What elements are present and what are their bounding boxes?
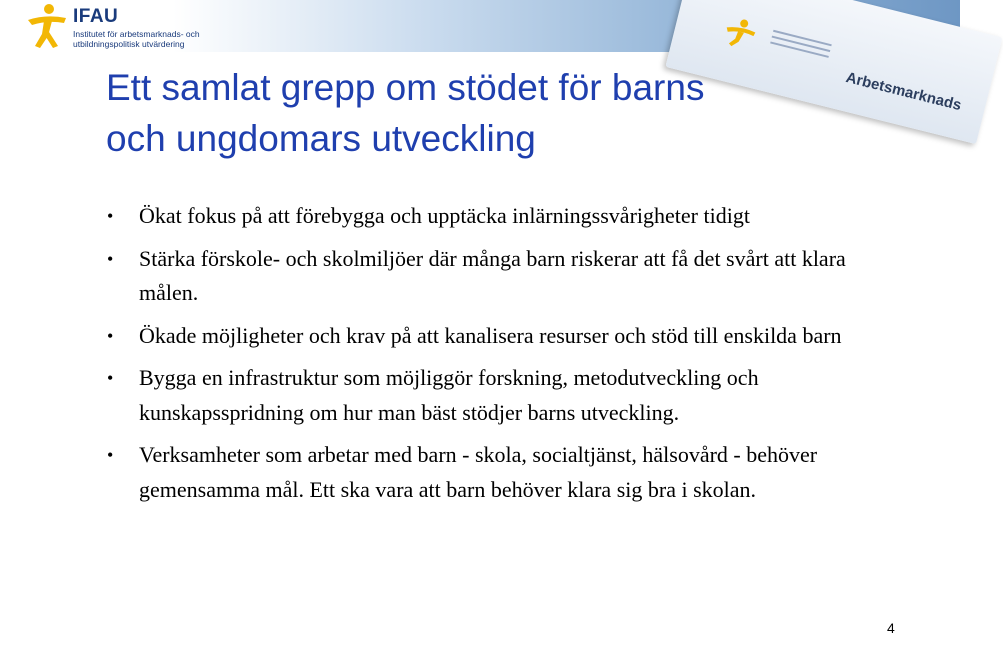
bullet-item [106, 361, 876, 430]
bullet-text: Bygga en infrastruktur som möjliggör forskning, metodutveckling och kunskapsspridning om hur man bäst stödjer barns utveckling. [139, 365, 759, 425]
bullet-dot-icon: • [107, 368, 114, 388]
logo-subtitle [73, 29, 213, 49]
logo-subtitle-line: Institutet för arbetsmarknads- och [73, 29, 200, 39]
bullet-dot-icon: • [107, 325, 114, 346]
bullet-item [106, 319, 876, 354]
bullet-list [106, 199, 876, 515]
bullet-dot-icon: • [107, 445, 114, 465]
bullet-dot-icon: • [107, 248, 114, 269]
bullet-dot-icon: • [107, 206, 114, 226]
page-number: 4 [887, 620, 895, 636]
title-line: och ungdomars utveckling [106, 118, 536, 159]
bullet-text: Verksamheter som arbetar med barn - skola, socialtjänst, hälsovård - behöver gemensamma mål. Ett ska vara att barn behöver klara sig bra i skolan. [139, 442, 818, 502]
bullet-item [106, 199, 876, 234]
report-text-lines [769, 30, 832, 62]
bullet-text: Ökade möjligheter och krav på att kanalisera resurser och stöd till enskilda barn [139, 322, 842, 348]
title-line: Ett samlat grepp om stödet för barns [106, 67, 705, 108]
report-cover-title: Arbetsmarknads [844, 69, 964, 115]
logo-name: IFAU [73, 6, 119, 27]
slide-title [106, 62, 886, 164]
bullet-item [106, 438, 876, 507]
logo-subtitle-line: utbildningspolitisk utvärdering [73, 39, 185, 49]
bullet-text: Stärka förskole- och skolmiljöer där många barn riskerar att få det svårt att klara målen. [139, 245, 846, 305]
ifau-figure-icon [24, 2, 70, 50]
report-logo-icon [721, 14, 761, 51]
bullet-text: Ökat fokus på att förebygga och upptäcka inlärningssvårigheter tidigt [139, 203, 750, 228]
bullet-item [106, 242, 876, 311]
